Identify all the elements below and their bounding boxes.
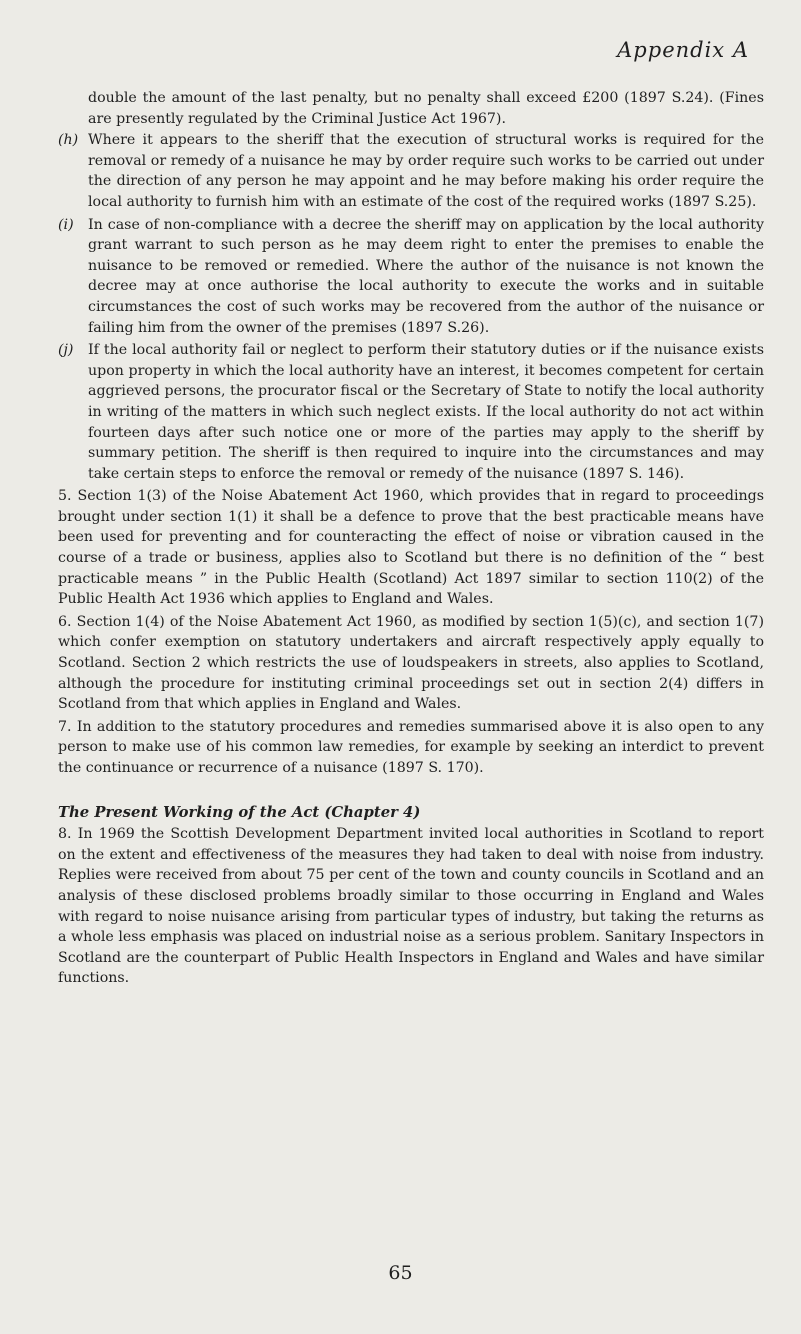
section-heading: The Present Working of the Act (Chapter 4) (58, 803, 421, 821)
running-head: Appendix A (617, 38, 749, 62)
paragraph-8: 8. In 1969 the Scottish Development Department invited local authorities in Scotland to report on the extent and effectiveness of the measures they had taken to deal with noise from industry. Replies were received from about 75 per cent of the town and county councils in Scotland and an analysis of these disclosed problems broadly similar to those occurring in England and Wales with regard to noise nuisance arising from particular types of industry, but taking the returns as a whole less emphasis was placed on industrial noise as a serious problem. Sanitary Inspectors in Scotland are the counterpart of Public Health Inspectors in England and Wales and have similar functions. (58, 826, 764, 987)
continuation-paragraph: double the amount of the last penalty, but no penalty shall exceed £200 (1897 S.24). (Fines are presently regulated by the Criminal Justice Act 1967). (88, 90, 764, 127)
item-label: (i) (58, 216, 74, 233)
item-text: If the local authority fail or neglect to perform their statutory duties or if the nuisance exists upon property in which the local authority have an interest, it becomes competent for certain aggrieved persons, the procurator fiscal or the Secretary of State to notify the local authority in writing of the matters in which such neglect exists. If the local authority do not act within fourteen days after such notice one or more of the parties may apply to the sheriff by summary petition. The sheriff is then required to inquire into the circumstances and may take certain steps to enforce the removal or remedy of the nuisance (1897 S. 146). (88, 342, 764, 482)
paragraph-5: 5. Section 1(3) of the Noise Abatement Act 1960, which provides that in regard to proceedings brought under section 1(1) it shall be a defence to prove that the best practicable means have been used for preventing and for counteracting the effect of noise or vibration caused in the course of a trade or business, applies also to Scotland but there is no definition of the “ best practicable means ” in the Public Health (Scotland) Act 1897 similar to section 110(2) of the Public Health Act 1936 which applies to England and Wales. (58, 488, 764, 608)
item-label: (j) (58, 342, 74, 359)
page-number: 65 (388, 1262, 413, 1284)
paragraph-6: 6. Section 1(4) of the Noise Abatement Act 1960, as modified by section 1(5)(c), and section 1(7) which confer exemption on statutory undertakers and aircraft respectively apply equally to Scotland. Section 2 which restricts the use of loudspeakers in streets, also applies to Scotland, although the procedure for instituting criminal proceedings set out in section 2(4) differs in Scotland from that which applies in England and Wales. (58, 613, 764, 713)
list-item (58, 340, 764, 484)
paragraph-7: 7. In addition to the statutory procedures and remedies summarised above it is also open to any person to make use of his common law remedies, for example by seeking an interdict to prevent the continuance or recurrence of a nuisance (1897 S. 170). (58, 718, 764, 776)
item-label: (h) (58, 132, 79, 149)
page-body (58, 88, 764, 991)
item-text: In case of non-compliance with a decree the sheriff may on application by the local authority grant warrant to such person as he may deem right to enter the premises to enable the nuisance to be removed or remedied. Where the author of the nuisance is not known the decree may at once authorise the local authority to execute the works and in suitable circumstances the cost of such works may be recovered from the author of the nuisance or failing him from the owner of the premises (1897 S.26). (88, 216, 764, 336)
list-item (58, 130, 764, 212)
item-text: Where it appears to the sheriff that the execution of structural works is required for the removal or remedy of a nuisance he may by order require such works to be carried out under the direction of any person he may appoint and he may before making his order require the local authority to furnish him with an estimate of the cost of the required works (1897 S.25). (88, 132, 764, 210)
list-item (58, 215, 764, 339)
